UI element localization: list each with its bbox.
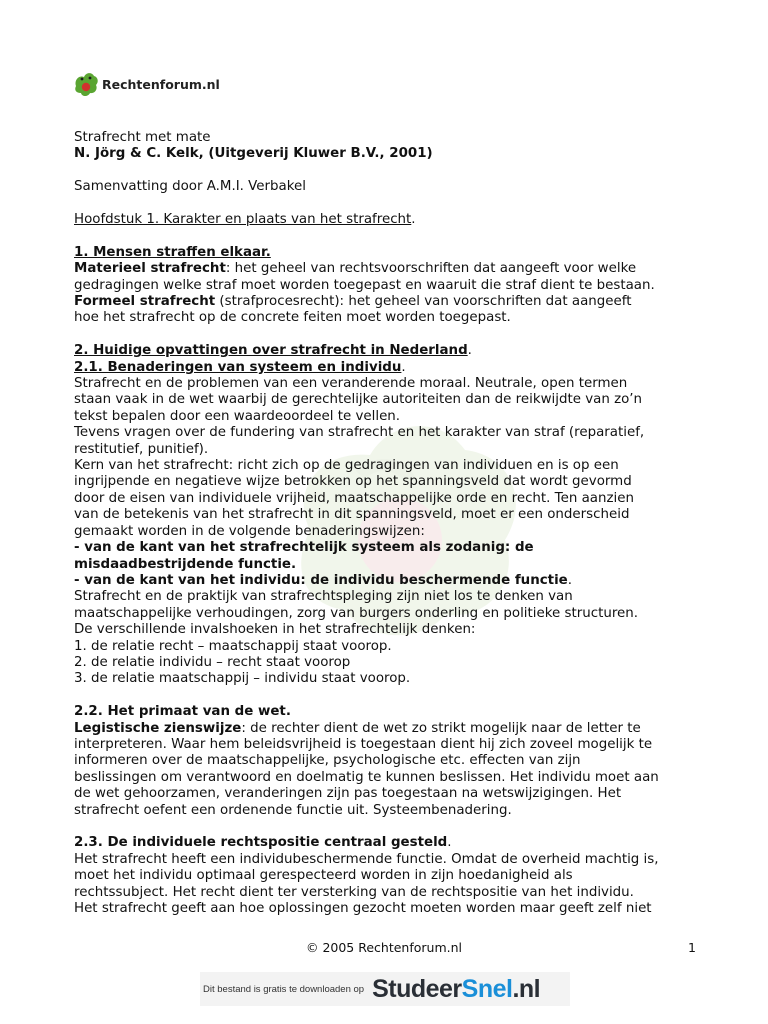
- materieel-def: : het geheel van rechtsvoorschriften dat aangeeft voor welke: [225, 261, 637, 277]
- materieel-term: Materieel strafrecht: [74, 261, 226, 277]
- list-item: 1. de relatie recht – maatschappij staat voorop.: [74, 638, 392, 654]
- document-body: [74, 130, 704, 917]
- rechtenforum-logo[interactable]: [73, 70, 220, 98]
- bold-item-2-text: - van de kant van het individu: de individu beschermende functie: [74, 572, 568, 588]
- paragraph-line: Kern van het strafrecht: richt zich op de gedragingen van individuen en is op een: [74, 458, 619, 474]
- brand-part-2: Snel: [461, 974, 513, 1003]
- formeel-term: Formeel strafrecht: [74, 294, 216, 310]
- section-2-3-heading: [74, 835, 704, 851]
- studeersnel-logo[interactable]: [372, 975, 540, 1004]
- bold-item-1-line-1: - van de kant van het strafrechtelijk systeem als zodanig: de: [74, 540, 534, 556]
- paragraph-line: restitutief, punitief).: [74, 441, 209, 457]
- list-item: 3. de relatie maatschappij – individu staat voorop.: [74, 671, 411, 687]
- section-2-heading: [74, 343, 704, 359]
- doc-authors: N. Jörg & C. Kelk, (Uitgeverij Kluwer B.V., 2001): [74, 146, 433, 162]
- paragraph-line: maatschappelijke verhoudingen, zorg van burgers onderling en politieke structuren.: [74, 605, 639, 621]
- paragraph-line: gemaakt worden in de volgende benaderingswijzen:: [74, 523, 425, 539]
- chapter-heading: [74, 212, 704, 228]
- bold-item-1-line-2: misdaadbestrijdende functie.: [74, 556, 297, 572]
- paragraph-line: informeren over de maatschappelijke, psychologische etc. effecten van zijn: [74, 753, 581, 769]
- paragraph-line: ingrijpende en negatieve wijze betrokken op het spanningsveld dat wordt gevormd: [74, 474, 632, 490]
- doc-summary-by: Samenvatting door A.M.I. Verbakel: [74, 179, 306, 195]
- formeel-line-1: [74, 294, 704, 310]
- paragraph-line: rechtssubject. Het recht dient ter versterking van de rechtspositie van het individu.: [74, 884, 634, 900]
- chapter-period: .: [411, 212, 416, 227]
- paragraph-line: staan vaak in de wet waarbij de gerechtelijke autoriteiten dan de reikwijdte van zo’n: [74, 392, 643, 408]
- paragraph-line: Tevens vragen over de fundering van strafrecht en het karakter van straf (reparatief,: [74, 425, 645, 441]
- formeel-line-2: hoe het strafrecht op de concrete feiten moet worden toegepast.: [74, 310, 511, 326]
- paragraph-line: Strafrecht en de praktijk van strafrechtspleging zijn niet los te denken van: [74, 589, 573, 605]
- section-2-1-heading: [74, 360, 704, 376]
- legistische-line-1: [74, 721, 704, 737]
- paragraph-line: Het strafrecht heeft een individubeschermende functie. Omdat de overheid machtig is,: [74, 851, 659, 867]
- materieel-line-1: [74, 261, 704, 277]
- paragraph-line: De verschillende invalshoeken in het strafrechtelijk denken:: [74, 622, 476, 638]
- bold-item-2-period: .: [567, 572, 573, 588]
- section-2-3-title: 2.3. De individuele rechtspositie centraal gesteld: [74, 835, 448, 851]
- banner-text: Dit bestand is gratis te downloaden op: [203, 983, 365, 995]
- paragraph-line: interpreteren. Waar hem beleidsvrijheid is toegestaan dient hij zich zoveel mogelijk te: [74, 736, 653, 752]
- materieel-line-2: gedragingen welke straf moet worden toegepast en waaruit die straf dient te bestaan.: [74, 277, 655, 293]
- section-2-1-title: 2.1. Benaderingen van systeem en individu: [74, 359, 402, 375]
- legistische-def: : de rechter dient de wet zo strikt mogelijk naar de letter te: [241, 720, 641, 736]
- paragraph-line: Het strafrecht geeft aan hoe oplossingen gezocht moeten worden maar geeft zelf niet: [74, 901, 652, 916]
- section-2-2-heading: 2.2. Het primaat van de wet.: [74, 704, 291, 720]
- page-number: 1: [688, 940, 696, 955]
- section-2-period: .: [467, 343, 472, 359]
- section-1-heading: 1. Mensen straffen elkaar.: [74, 244, 271, 260]
- doc-title: Strafrecht met mate: [74, 130, 211, 145]
- section-2-1-period: .: [401, 359, 406, 375]
- section-2-title: 2. Huidige opvattingen over strafrecht in Nederland: [74, 343, 468, 359]
- section-2-3-period: .: [447, 835, 452, 851]
- list-item: 2. de relatie individu – recht staat voorop: [74, 654, 351, 670]
- brand-part-1: Studeer: [372, 974, 462, 1003]
- chapter-title: Hoofdstuk 1. Karakter en plaats van het strafrecht: [74, 212, 412, 227]
- brand-part-3: .nl: [512, 974, 541, 1003]
- formeel-def: (strafprocesrecht): het geheel van voorschriften dat aangeeft: [215, 294, 632, 310]
- copyright-text: © 2005 Rechtenforum.nl: [305, 940, 463, 955]
- paragraph-line: door de eisen van individuele vrijheid, maatschappelijke orde en recht. Ten aanzien: [74, 490, 634, 506]
- paragraph-line: Strafrecht en de problemen van een veranderende moraal. Neutrale, open termen: [74, 376, 628, 392]
- frog-logo-icon: [73, 70, 99, 98]
- paragraph-line: de wet gehoorzamen, veranderingen zijn pas toegestaan na wetswijzigingen. Het: [74, 786, 622, 802]
- paragraph-line: tekst bepalen door een waardeoordeel te vellen.: [74, 408, 401, 424]
- legistische-term: Legistische zienswijze: [74, 720, 242, 736]
- bold-item-2: [74, 573, 704, 589]
- paragraph-line: moet het individu optimaal gerespecteerd worden in zijn hoedanigheid als: [74, 868, 573, 884]
- download-banner[interactable]: [200, 972, 570, 1006]
- paragraph-line: van de betekenis van het strafrecht in dit spanningsveld, moet er een onderscheid: [74, 507, 630, 523]
- logo-text: Rechtenforum.nl: [102, 76, 220, 92]
- paragraph-line: beslissingen om verantwoord en doelmatig te kunnen beslissen. Het individu moet aan: [74, 769, 659, 785]
- paragraph-line: strafrecht oefent een ordenende functie uit. Systeembenadering.: [74, 802, 512, 818]
